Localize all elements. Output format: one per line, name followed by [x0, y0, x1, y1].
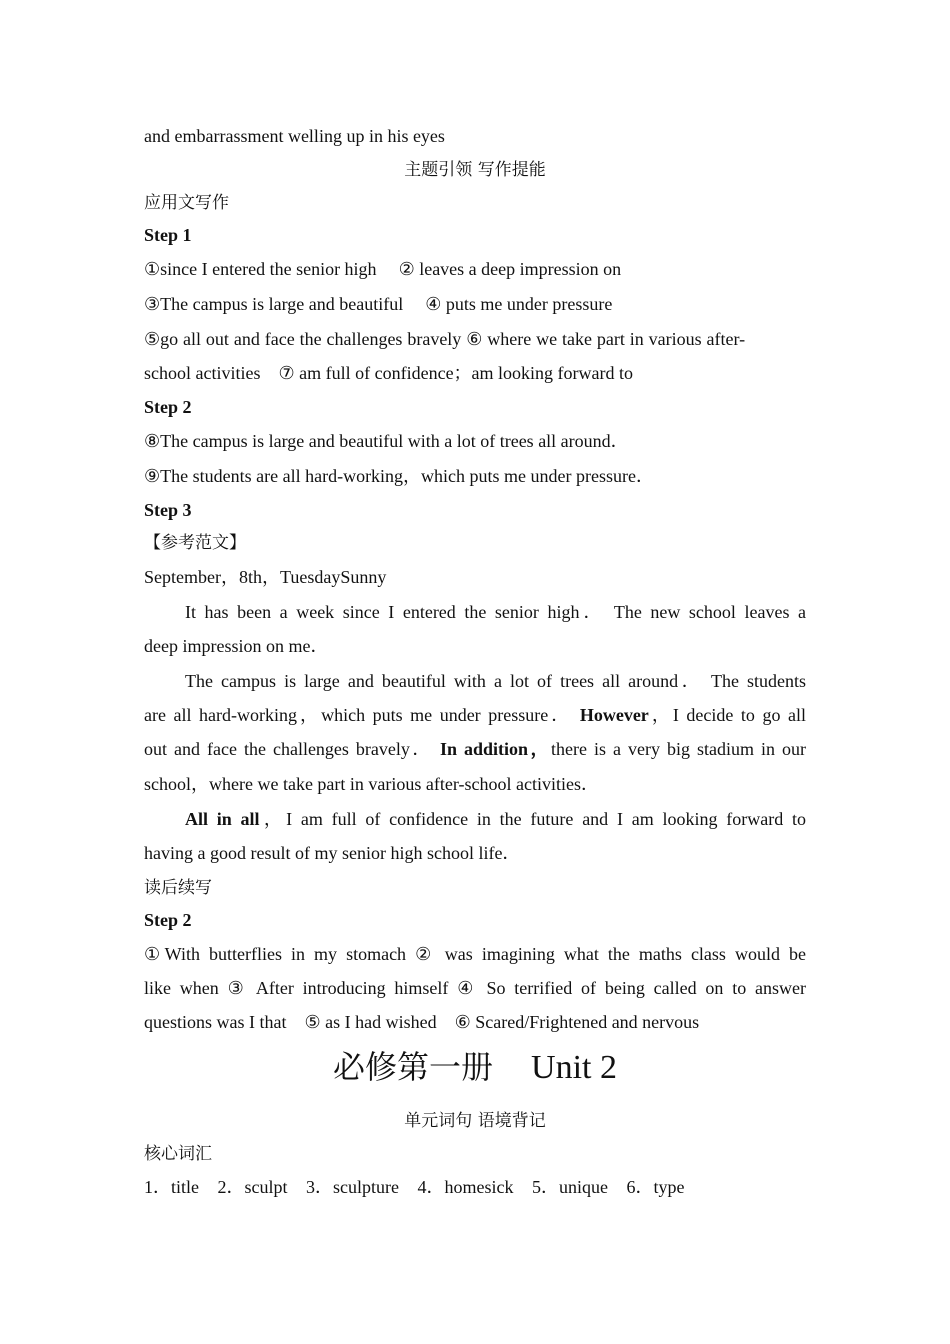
cw-line-1: ①With butterflies in my stomach ② was imagining what the maths class would be: [144, 944, 806, 964]
continued-text: and embarrassment welling up in his eyes: [144, 126, 445, 146]
essay-text: there is a very big stadium in our: [551, 739, 807, 759]
cw-text: questions was I that: [144, 1012, 287, 1032]
model-essay-label: 【参考范文】: [144, 533, 246, 553]
cw-text: ⑤ as I had wished: [304, 1012, 437, 1032]
cw-line-3: [144, 1011, 806, 1033]
essay-p3-line-2: having a good result of my senior high school life．: [144, 843, 521, 863]
essay-p2-line-1: The campus is large and beautiful with a lot of trees all around． The students: [185, 671, 806, 691]
cw-line-2: like when ③ After introducing himself ④ So terrified of being called on to answer: [144, 978, 806, 998]
step1-line-1: [144, 258, 806, 280]
continuation-writing-label: 读后续写: [144, 878, 212, 898]
vocab-item: 3．sculpture: [306, 1177, 399, 1197]
answer-2: ② leaves a deep impression on: [398, 259, 622, 279]
section-heading: 主题引领 写作提能: [404, 160, 546, 180]
answer-7: ⑦ am full of confidence；am looking forward to: [278, 363, 634, 383]
essay-text: ，I am full of confidence in the future and I am looking forward to: [259, 809, 807, 829]
step2-line-2: ⑨The students are all hard-working，which puts me under pressure．: [144, 466, 655, 486]
vocab-list: [144, 1176, 806, 1198]
essay-connector-bold: All in all: [185, 809, 260, 829]
essay-p1-line-2: deep impression on me．: [144, 636, 329, 656]
applied-writing-label: 应用文写作: [144, 193, 229, 213]
vocab-item: 2．sculpt: [217, 1177, 288, 1197]
essay-text: are all hard-working，which puts me under pressure．: [144, 705, 573, 725]
answer-6-cont: school activities: [144, 363, 261, 383]
essay-p1-line-1: It has been a week since I entered the senior high． The new school leaves a: [185, 602, 806, 622]
core-vocab-label: 核心词汇: [144, 1144, 212, 1164]
essay-p2-line-3: [144, 738, 806, 760]
step1-line-4: [144, 362, 806, 384]
vocab-item: 1．title: [144, 1177, 199, 1197]
unit-title-cn: 必修第一册: [333, 1048, 494, 1086]
unit-title-en: Unit 2: [531, 1049, 617, 1086]
essay-p3-line-1: [144, 808, 806, 830]
step2-line-1: ⑧The campus is large and beautiful with a lot of trees all around．: [144, 431, 629, 451]
unit-title: [144, 1047, 806, 1088]
vocab-item: 5．unique: [531, 1177, 608, 1197]
answer-4: ④ puts me under pressure: [425, 294, 613, 314]
step1-line-2: [144, 293, 806, 315]
essay-p2-line-2: [144, 704, 806, 726]
essay-text: out and face the challenges bravely．: [144, 739, 433, 759]
essay-date-line: September，8th，TuesdaySunny: [144, 567, 387, 587]
step1-line-3: ⑤go all out and face the challenges bravely ⑥ where we take part in various after-: [144, 329, 746, 349]
step1-label: Step 1: [144, 225, 192, 245]
vocab-item: 6．type: [626, 1177, 685, 1197]
essay-text: ，I decide to go all: [648, 705, 806, 725]
essay-connector-bold: However: [579, 705, 649, 725]
vocab-item: 4．homesick: [417, 1177, 514, 1197]
cw-text: ⑥ Scared/Frightened and nervous: [454, 1012, 700, 1032]
essay-p2-line-4: school，where we take part in various after-school activities．: [144, 774, 599, 794]
section-heading-2: 单元词句 语境背记: [404, 1111, 546, 1131]
answer-1: ①since I entered the senior high: [144, 259, 377, 279]
step3-label: Step 3: [144, 500, 192, 520]
step2-label: Step 2: [144, 397, 192, 417]
cw-step2-label: Step 2: [144, 910, 192, 930]
answer-3: ③The campus is large and beautiful: [144, 294, 404, 314]
essay-connector-bold: In addition，: [439, 739, 552, 759]
